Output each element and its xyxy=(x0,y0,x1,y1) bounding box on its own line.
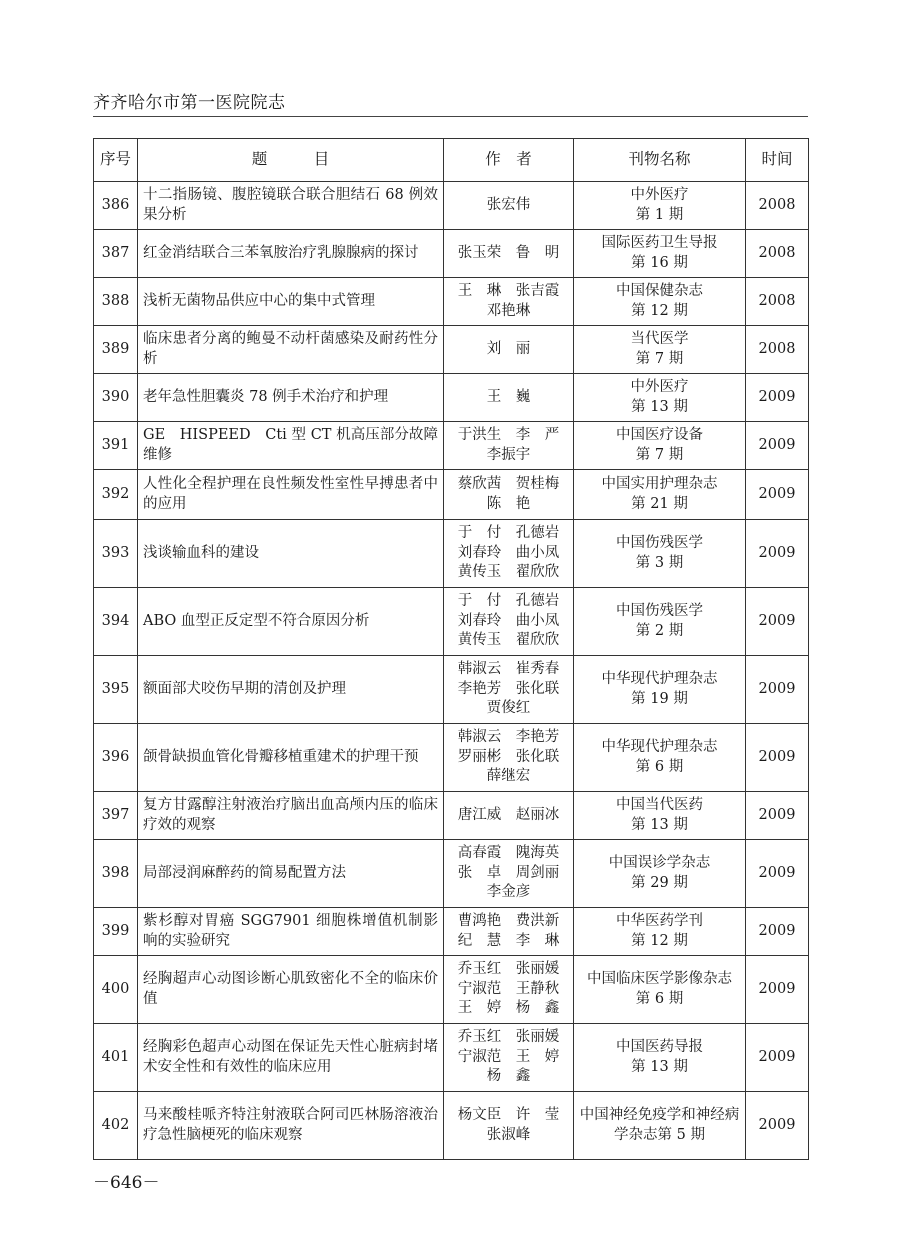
row-number: 390 xyxy=(94,374,138,422)
row-authors: 王 琳 张吉霞 邓艳琳 xyxy=(444,278,574,326)
row-title: ABO 血型正反定型不符合原因分析 xyxy=(138,588,444,656)
row-authors: 韩淑云 崔秀春 李艳芳 张化联 贾俊红 xyxy=(444,656,574,724)
row-title: 局部浸润麻醉药的简易配置方法 xyxy=(138,840,444,908)
row-authors: 张宏伟 xyxy=(444,182,574,230)
page-number: －646－ xyxy=(93,1173,160,1193)
row-authors: 杨文臣 许 莹 张淑峰 xyxy=(444,1092,574,1160)
column-header-title: 题 目 xyxy=(138,139,444,182)
row-authors: 唐江威 赵丽冰 xyxy=(444,792,574,840)
row-year: 2009 xyxy=(746,656,809,724)
row-journal: 中国实用护理杂志 第 21 期 xyxy=(574,470,746,520)
row-authors: 乔玉红 张丽媛 宁淑范 王 婷 杨 鑫 xyxy=(444,1024,574,1092)
row-year: 2008 xyxy=(746,230,809,278)
row-title: 红金消结联合三苯氧胺治疗乳腺腺病的探讨 xyxy=(138,230,444,278)
table-row xyxy=(94,470,809,520)
row-title: 复方甘露醇注射液治疗脑出血高颅内压的临床疗效的观察 xyxy=(138,792,444,840)
row-journal: 中华现代护理杂志 第 6 期 xyxy=(574,724,746,792)
row-year: 2009 xyxy=(746,724,809,792)
row-title: 马来酸桂哌齐特注射液联合阿司匹林肠溶液治疗急性脑梗死的临床观察 xyxy=(138,1092,444,1160)
table-row xyxy=(94,956,809,1024)
row-number: 399 xyxy=(94,908,138,956)
row-authors: 曹鸿艳 费洪新 纪 慧 李 琳 xyxy=(444,908,574,956)
row-number: 398 xyxy=(94,840,138,908)
table-row xyxy=(94,1092,809,1160)
row-number: 396 xyxy=(94,724,138,792)
row-title: 经胸超声心动图诊断心肌致密化不全的临床价值 xyxy=(138,956,444,1024)
page-header-title: 齐齐哈尔市第一医院院志 xyxy=(93,93,286,113)
row-journal: 中外医疗 第 13 期 xyxy=(574,374,746,422)
row-year: 2009 xyxy=(746,1024,809,1092)
row-journal: 中国伤残医学 第 3 期 xyxy=(574,520,746,588)
row-number: 392 xyxy=(94,470,138,520)
row-number: 386 xyxy=(94,182,138,230)
row-year: 2009 xyxy=(746,908,809,956)
column-header-number: 序号 xyxy=(94,139,138,182)
row-journal: 中国医疗设备 第 7 期 xyxy=(574,422,746,470)
row-title: 临床患者分离的鲍曼不动杆菌感染及耐药性分析 xyxy=(138,326,444,374)
row-authors: 乔玉红 张丽媛 宁淑范 王静秋 王 婷 杨 鑫 xyxy=(444,956,574,1024)
publications-table xyxy=(93,138,809,1160)
table-row xyxy=(94,520,809,588)
table-row xyxy=(94,422,809,470)
table-row xyxy=(94,588,809,656)
table-row xyxy=(94,182,809,230)
row-title: GE HISPEED Cti 型 CT 机高压部分故障维修 xyxy=(138,422,444,470)
row-journal: 中外医疗 第 1 期 xyxy=(574,182,746,230)
row-title: 紫杉醇对胃癌 SGG7901 细胞株增值机制影响的实验研究 xyxy=(138,908,444,956)
row-year: 2009 xyxy=(746,520,809,588)
row-journal: 中国误诊学杂志 第 29 期 xyxy=(574,840,746,908)
column-header-journal: 刊物名称 xyxy=(574,139,746,182)
row-journal: 中国当代医药 第 13 期 xyxy=(574,792,746,840)
table-row xyxy=(94,792,809,840)
row-title: 经胸彩色超声心动图在保证先天性心脏病封堵术安全性和有效性的临床应用 xyxy=(138,1024,444,1092)
column-header-year: 时间 xyxy=(746,139,809,182)
row-number: 388 xyxy=(94,278,138,326)
row-title: 额面部犬咬伤早期的清创及护理 xyxy=(138,656,444,724)
row-number: 395 xyxy=(94,656,138,724)
table-row xyxy=(94,908,809,956)
column-header-authors: 作 者 xyxy=(444,139,574,182)
table-row xyxy=(94,840,809,908)
row-title: 颌骨缺损血管化骨瓣移植重建术的护理干预 xyxy=(138,724,444,792)
row-year: 2008 xyxy=(746,182,809,230)
table-row xyxy=(94,656,809,724)
row-year: 2009 xyxy=(746,840,809,908)
row-authors: 于洪生 李 严 李振宇 xyxy=(444,422,574,470)
row-authors: 韩淑云 李艳芳 罗丽彬 张化联 薛继宏 xyxy=(444,724,574,792)
row-journal: 中华现代护理杂志 第 19 期 xyxy=(574,656,746,724)
table-row xyxy=(94,374,809,422)
row-number: 393 xyxy=(94,520,138,588)
row-number: 391 xyxy=(94,422,138,470)
row-authors: 于 付 孔德岩 刘春玲 曲小凤 黄传玉 翟欣欣 xyxy=(444,588,574,656)
row-year: 2009 xyxy=(746,374,809,422)
row-journal: 当代医学 第 7 期 xyxy=(574,326,746,374)
table-row xyxy=(94,230,809,278)
row-journal: 中国临床医学影像杂志 第 6 期 xyxy=(574,956,746,1024)
row-number: 387 xyxy=(94,230,138,278)
row-year: 2008 xyxy=(746,278,809,326)
row-number: 402 xyxy=(94,1092,138,1160)
row-number: 400 xyxy=(94,956,138,1024)
row-authors: 蔡欣茜 贺桂梅 陈 艳 xyxy=(444,470,574,520)
table-row xyxy=(94,278,809,326)
row-year: 2009 xyxy=(746,588,809,656)
row-journal: 国际医药卫生导报 第 16 期 xyxy=(574,230,746,278)
row-authors: 刘 丽 xyxy=(444,326,574,374)
row-year: 2009 xyxy=(746,956,809,1024)
table-row xyxy=(94,724,809,792)
row-title: 浅谈输血科的建设 xyxy=(138,520,444,588)
row-journal: 中国神经免疫学和神经病学杂志第 5 期 xyxy=(574,1092,746,1160)
row-authors: 张玉荣 鲁 明 xyxy=(444,230,574,278)
row-number: 394 xyxy=(94,588,138,656)
row-title: 十二指肠镜、腹腔镜联合联合胆结石 68 例效果分析 xyxy=(138,182,444,230)
row-number: 389 xyxy=(94,326,138,374)
table-header-row xyxy=(94,139,809,182)
row-journal: 中华医药学刊 第 12 期 xyxy=(574,908,746,956)
row-authors: 王 巍 xyxy=(444,374,574,422)
row-journal: 中国医药导报 第 13 期 xyxy=(574,1024,746,1092)
row-year: 2009 xyxy=(746,422,809,470)
row-title: 人性化全程护理在良性频发性室性早搏患者中的应用 xyxy=(138,470,444,520)
row-year: 2009 xyxy=(746,1092,809,1160)
header-rule xyxy=(93,116,808,117)
row-number: 401 xyxy=(94,1024,138,1092)
row-title: 老年急性胆囊炎 78 例手术治疗和护理 xyxy=(138,374,444,422)
table-row xyxy=(94,326,809,374)
row-authors: 高春霞 隗海英 张 卓 周剑丽 李金彦 xyxy=(444,840,574,908)
row-year: 2009 xyxy=(746,470,809,520)
row-number: 397 xyxy=(94,792,138,840)
row-year: 2009 xyxy=(746,792,809,840)
row-title: 浅析无菌物品供应中心的集中式管理 xyxy=(138,278,444,326)
row-authors: 于 付 孔德岩 刘春玲 曲小凤 黄传玉 翟欣欣 xyxy=(444,520,574,588)
table-row xyxy=(94,1024,809,1092)
row-journal: 中国伤残医学 第 2 期 xyxy=(574,588,746,656)
row-year: 2008 xyxy=(746,326,809,374)
row-journal: 中国保健杂志 第 12 期 xyxy=(574,278,746,326)
